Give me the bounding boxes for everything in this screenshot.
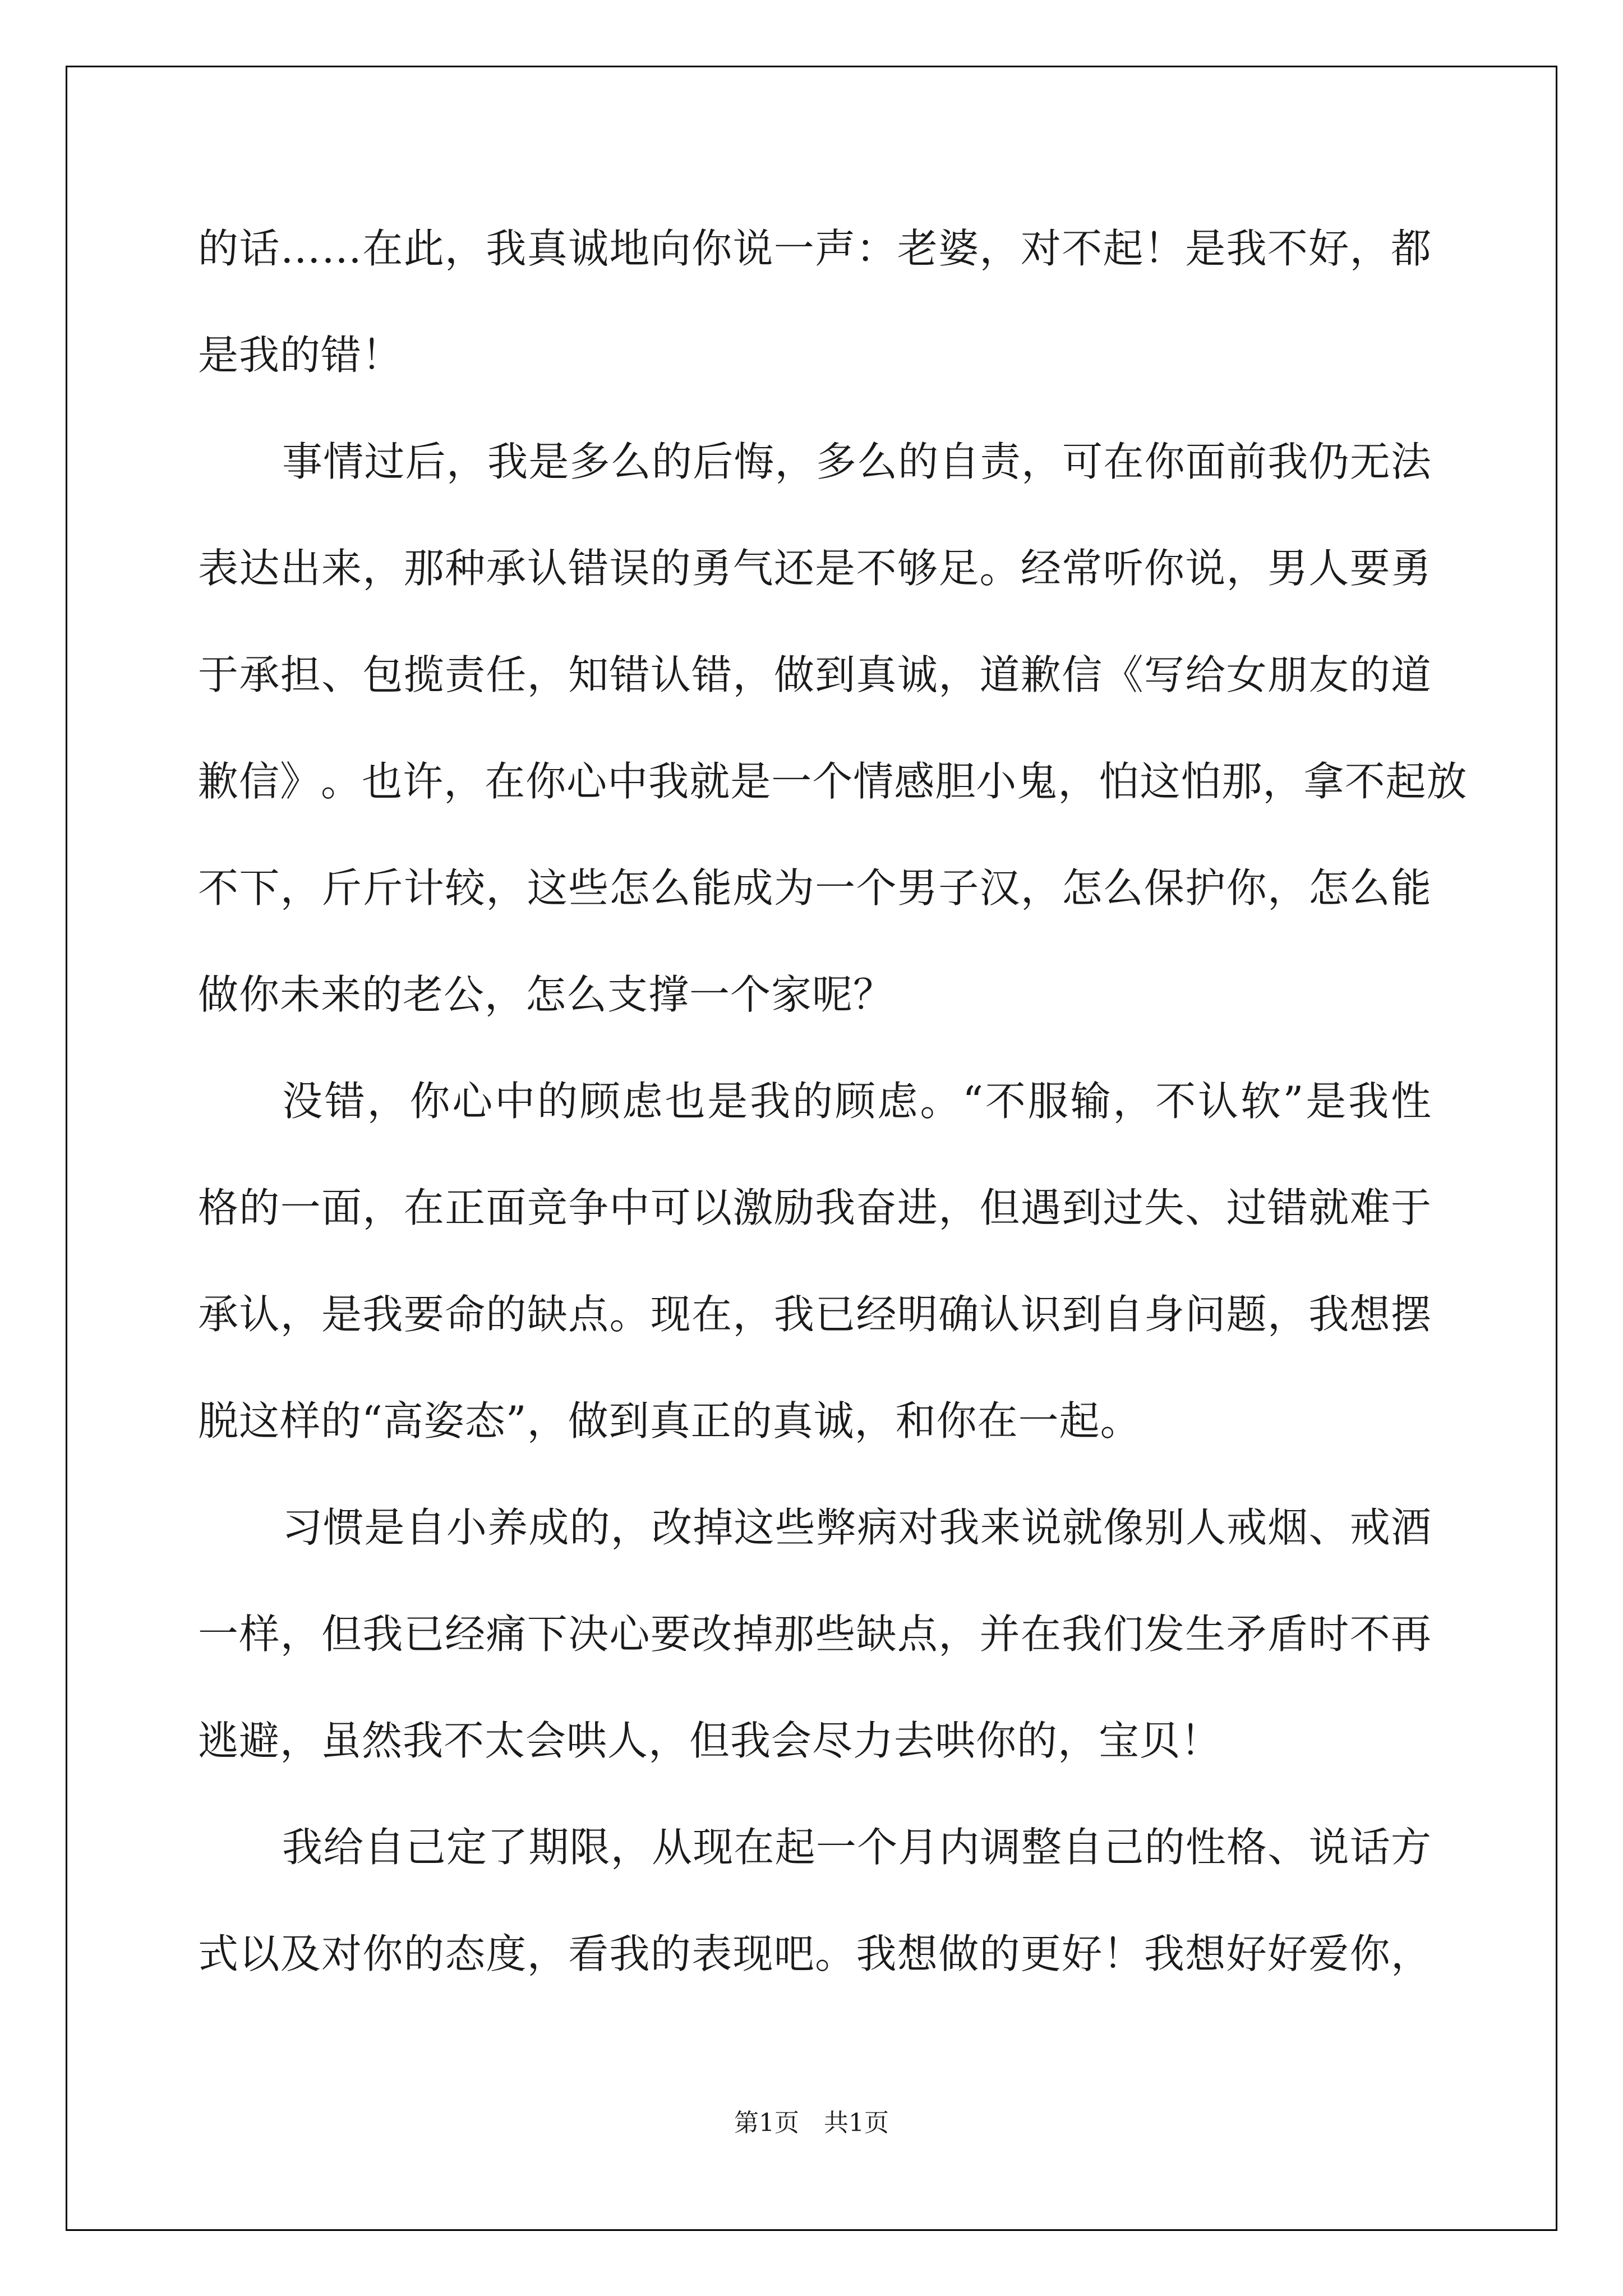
- text-line: 事 情 过 后 ， 我 是 多 么 的 后 悔 ， 多 么 的 自 责 ， 可 在 你 面 前 我 仍 无 法: [282, 438, 1432, 485]
- text-line: 不 下 ， 斤 斤 计 较 ， 这 些 怎 么 能 成 为 一 个 男 子 汉 ， 怎 么 保 护 你 ， 怎 么 能: [198, 864, 1432, 912]
- document-body: [198, 218, 1468, 2030]
- text-line: 一 样 ， 但 我 已 经 痛 下 决 心 要 改 掉 那 些 缺 点 ， 并 在 我 们 发 生 矛 盾 时 不 再: [198, 1611, 1432, 1658]
- text-line: 歉 信 》 。 也 许 ， 在 你 心 中 我 就 是 一 个 情 感 胆 小 鬼 ， 怕 这 怕 那 ， 拿 不 起 放: [198, 758, 1468, 805]
- text-line: 做你未来的老公，怎么支撑一个家呢？: [198, 971, 895, 1018]
- text-line: 的 话 … … 在 此 ， 我 真 诚 地 向 你 说 一 声 ： 老 婆 ， 对 不 起 ！ 是 我 不 好 ， 都: [198, 225, 1432, 272]
- text-line: 是我的错！: [198, 332, 403, 379]
- text-line: 格 的 一 面 ， 在 正 面 竞 争 中 可 以 激 励 我 奋 进 ， 但 遇 到 过 失 、 过 错 就 难 于: [198, 1184, 1432, 1231]
- text-line: 脱这样的“高姿态”，做到真正的真诚，和你在一起。: [198, 1397, 1141, 1444]
- text-line: 于 承 担 、 包 揽 责 任 ， 知 错 认 错 ， 做 到 真 诚 ， 道 歉 信 《 写 给 女 朋 友 的 道: [198, 651, 1432, 698]
- text-line: 没 错 ， 你 心 中 的 顾 虑 也 是 我 的 顾 虑 。 “ 不 服 输 ， 不 认 软 ” 是 我 性: [282, 1078, 1432, 1125]
- text-line: 承 认 ， 是 我 要 命 的 缺 点 。 现 在 ， 我 已 经 明 确 认 识 到 自 身 问 题 ， 我 想 摆: [198, 1291, 1432, 1338]
- page-footer: [0, 2106, 1623, 2140]
- text-line: 习 惯 是 自 小 养 成 的 ， 改 掉 这 些 弊 病 对 我 来 说 就 像 别 人 戒 烟 、 戒 酒: [282, 1504, 1432, 1551]
- text-line: 表 达 出 来 ， 那 种 承 认 错 误 的 勇 气 还 是 不 够 足 。 经 常 听 你 说 ， 男 人 要 勇: [198, 545, 1432, 592]
- text-line: 逃避，虽然我不太会哄人，但我会尽力去哄你的，宝贝！: [198, 1717, 1222, 1764]
- text-line: 式 以 及 对 你 的 态 度 ， 看 我 的 表 现 吧 。 我 想 做 的 更 好 ！ 我 想 好 好 爱 你 ，: [198, 1930, 1432, 1977]
- text-line: 我 给 自 己 定 了 期 限 ， 从 现 在 起 一 个 月 内 调 整 自 己 的 性 格 、 说 话 方: [282, 1824, 1432, 1871]
- page-number-label: 第1页 共1页: [734, 2109, 889, 2137]
